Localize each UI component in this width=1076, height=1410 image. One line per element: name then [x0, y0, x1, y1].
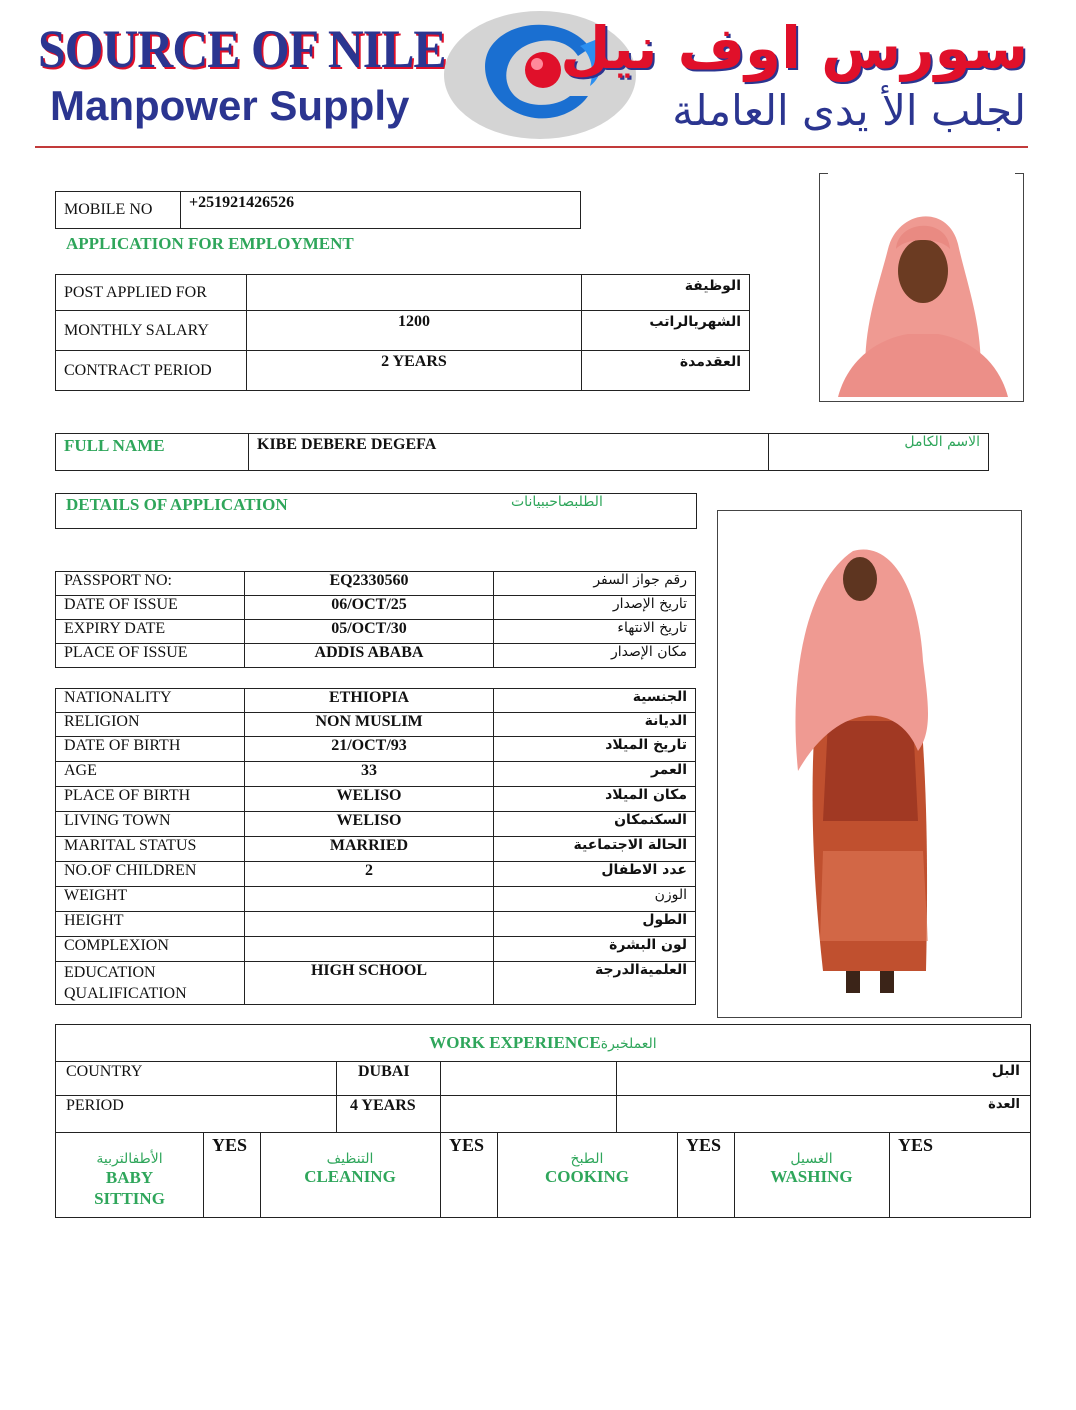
complexion-label-ar: لون البشرة: [494, 937, 696, 962]
children-label: NO.OF CHILDREN: [56, 862, 245, 887]
brand-subtitle-en: Manpower Supply: [50, 82, 410, 129]
religion-label-ar: الديانة: [494, 713, 696, 737]
skill-cooking: [497, 1151, 677, 1187]
country-label-ar: البل: [991, 1063, 1020, 1079]
country-label: COUNTRY: [66, 1063, 143, 1080]
brand-name-en: SOURCE OF NILE: [38, 19, 446, 79]
complexion-label: COMPLEXION: [56, 937, 245, 962]
nationality-value: ETHIOPIA: [245, 689, 494, 713]
work-experience-title: [56, 1033, 1030, 1053]
birthplace-label-ar: مكان الميلاد: [494, 787, 696, 812]
dob-label-ar: تاريخ الميلاد: [494, 737, 696, 762]
height-label: HEIGHT: [56, 912, 245, 937]
mobile-value: +251921426526: [181, 192, 581, 229]
skill-cleaning-value: YES: [449, 1135, 485, 1155]
work-title-en: WORK EXPERIENCE: [429, 1033, 601, 1052]
work-experience-section: [55, 1024, 1031, 1218]
expiry-date-value: 05/OCT/30: [245, 620, 494, 644]
issue-date-label: DATE OF ISSUE: [56, 596, 245, 620]
expiry-date-label: EXPIRY DATE: [56, 620, 245, 644]
issue-place-label: PLACE OF ISSUE: [56, 644, 245, 668]
post-label-ar: الوظيفة: [582, 275, 750, 311]
issue-date-label-ar: تاريخ الإصدار: [494, 596, 696, 620]
marital-status-value: MARRIED: [245, 837, 494, 862]
weight-value: [245, 887, 494, 912]
passport-no-label-ar: رقم جواز السفر: [494, 572, 696, 596]
salary-label: MONTHLY SALARY: [56, 311, 247, 351]
skill-washing-en: WASHING: [770, 1167, 853, 1186]
nationality-label: NATIONALITY: [56, 689, 245, 713]
post-value: [247, 275, 582, 311]
marital-status-label-ar: الحالة الاجتماعية: [494, 837, 696, 862]
full-body-photo: [717, 510, 1022, 1018]
passport-no-value: EQ2330560: [245, 572, 494, 596]
skill-washing: [734, 1151, 889, 1187]
application-title: APPLICATION FOR EMPLOYMENT: [66, 234, 354, 253]
passport-table: [55, 571, 696, 668]
birthplace-label: PLACE OF BIRTH: [56, 787, 245, 812]
issue-place-label-ar: مكان الإصدار: [494, 644, 696, 668]
skill-cooking-ar: الطبخ: [570, 1151, 604, 1167]
marital-status-label: MARITAL STATUS: [56, 837, 245, 862]
religion-value: NON MUSLIM: [245, 713, 494, 737]
brand-name-ar: سورس اوف نيل: [560, 14, 1028, 82]
brand-subtitle-ar: لجلب الأ يدى العاملة: [672, 86, 1026, 135]
dob-value: 21/OCT/93: [245, 737, 494, 762]
mobile-table: [55, 191, 581, 229]
passport-no-label: PASSPORT NO:: [56, 572, 245, 596]
details-label: DETAILS OF APPLICATION: [66, 495, 288, 514]
skill-baby-sitting-value: YES: [212, 1135, 248, 1155]
skill-baby-sitting: [56, 1151, 203, 1209]
full-name-label: FULL NAME: [56, 434, 249, 471]
birthplace-value: WELISO: [245, 787, 494, 812]
contract-label: CONTRACT PERIOD: [56, 351, 247, 391]
period-label-ar: العدة: [988, 1097, 1020, 1112]
expiry-date-label-ar: تاريخ الانتهاء: [494, 620, 696, 644]
issue-place-value: ADDIS ABABA: [245, 644, 494, 668]
mobile-label: MOBILE NO: [56, 192, 181, 229]
living-town-label: LIVING TOWN: [56, 812, 245, 837]
age-value: 33: [245, 762, 494, 787]
full-name-label-ar: الاسم الكامل: [769, 434, 989, 471]
country-value: DUBAI: [358, 1063, 410, 1080]
nationality-label-ar: الجنسية: [494, 689, 696, 713]
post-label: POST APPLIED FOR: [56, 275, 247, 311]
education-label-ar: العلميةالدرجة: [494, 962, 696, 1005]
children-value: 2: [245, 862, 494, 887]
age-label: AGE: [56, 762, 245, 787]
salary-label-ar: الشهريالراتب: [582, 311, 750, 351]
religion-label: RELIGION: [56, 713, 245, 737]
contract-value: 2 YEARS: [247, 351, 582, 391]
skill-baby-sitting-ar: الأطفالتربية: [96, 1151, 163, 1167]
height-value: [245, 912, 494, 937]
weight-label-ar: الوزن: [494, 887, 696, 912]
header-divider: [35, 146, 1028, 148]
skill-cleaning-en: CLEANING: [304, 1167, 396, 1186]
personal-table: [55, 688, 696, 1005]
skill-baby-sitting-en: BABY SITTING: [94, 1168, 165, 1208]
contract-label-ar: العقدمدة: [582, 351, 750, 391]
dob-label: DATE OF BIRTH: [56, 737, 245, 762]
weight-label: WEIGHT: [56, 887, 245, 912]
height-label-ar: الطول: [494, 912, 696, 937]
living-town-label-ar: السكنمكان: [494, 812, 696, 837]
children-label-ar: عدد الاطفال: [494, 862, 696, 887]
age-label-ar: العمر: [494, 762, 696, 787]
post-table: [55, 274, 750, 391]
period-value: 4 YEARS: [350, 1097, 416, 1114]
details-label-ar: الطلبصاحببيانات: [511, 494, 603, 510]
salary-value: 1200: [247, 311, 582, 351]
issue-date-value: 06/OCT/25: [245, 596, 494, 620]
education-value: HIGH SCHOOL: [245, 962, 494, 1005]
complexion-value: [245, 937, 494, 962]
work-title-ar: العملخبرة: [600, 1036, 657, 1052]
portrait-photo: [819, 173, 1024, 402]
skill-washing-value: YES: [898, 1135, 934, 1155]
living-town-value: WELISO: [245, 812, 494, 837]
full-name-table: [55, 433, 989, 471]
education-label: EDUCATION QUALIFICATION: [56, 962, 245, 1005]
skill-washing-ar: الغسيل: [790, 1151, 833, 1167]
skill-cleaning-ar: التنظيف: [326, 1151, 374, 1167]
period-label: PERIOD: [66, 1097, 124, 1114]
full-name-value: KIBE DEBERE DEGEFA: [249, 434, 769, 471]
skill-cooking-value: YES: [686, 1135, 722, 1155]
skill-cooking-en: COOKING: [544, 1167, 630, 1186]
skill-cleaning: [260, 1151, 440, 1187]
details-box: [55, 493, 697, 529]
